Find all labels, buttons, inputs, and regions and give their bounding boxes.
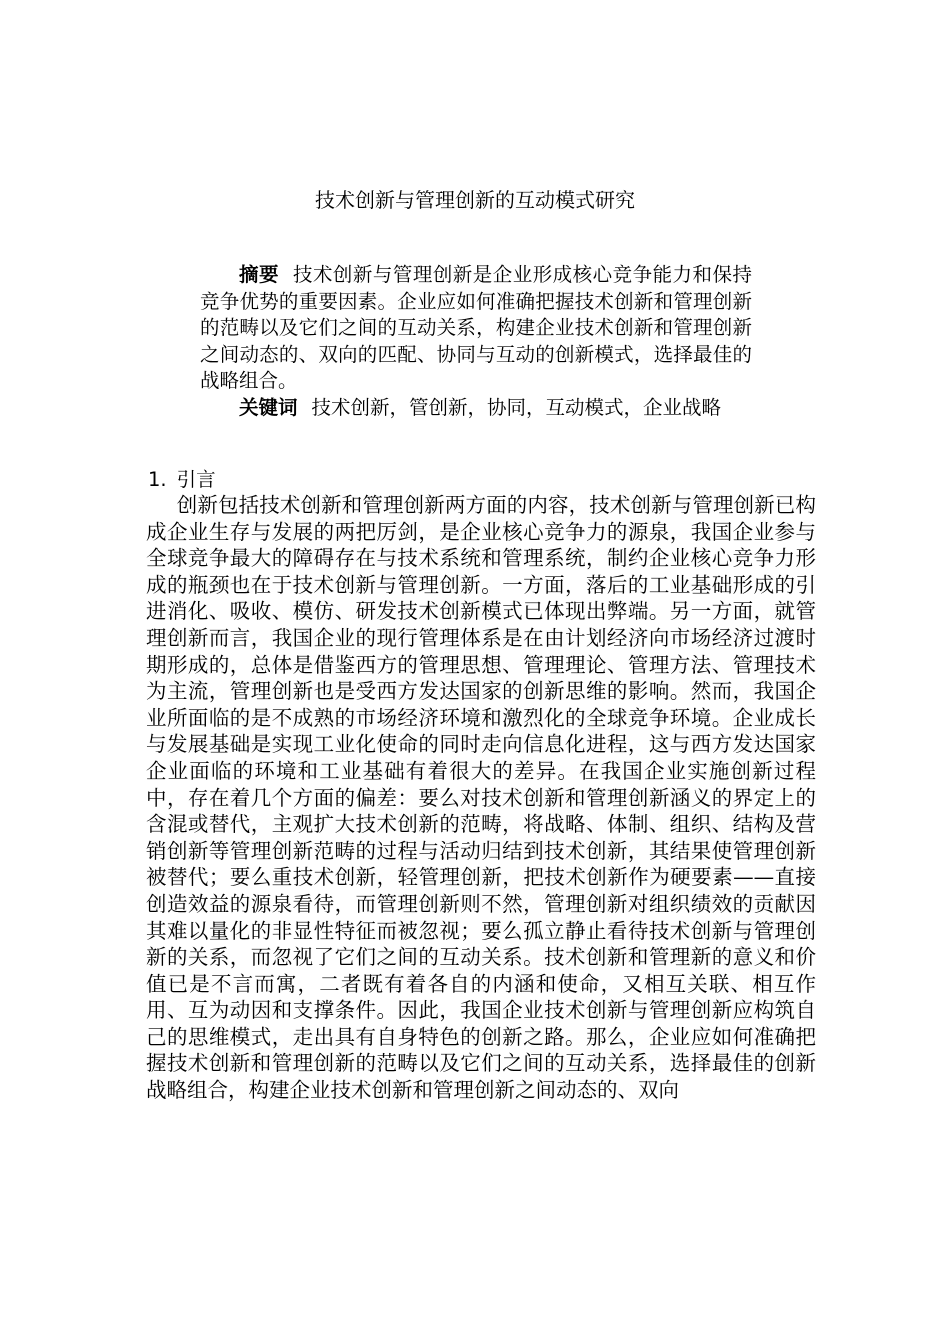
section-heading xyxy=(148,466,216,494)
abstract-text: 技术创新与管理创新是企业形成核心竞争能力和保持竞争优势的重要因素。企业应如何准确把握技术创新和管理创新的范畴以及它们之间的互动关系，构建企业技术创新和管理创新之间动态的、双向的匹配、协同与互动的创新模式，选择最佳的战略组合。 xyxy=(200,263,752,393)
abstract-block xyxy=(200,262,752,422)
document-title: 技术创新与管理创新的互动模式研究 xyxy=(315,188,635,212)
section-body xyxy=(146,492,816,1104)
keywords-text: 技术创新，管创新，协同，互动模式，企业战略 xyxy=(311,395,722,419)
section-number: 1. xyxy=(148,468,167,491)
keywords-paragraph xyxy=(200,395,752,422)
keywords-label: 关键词 xyxy=(239,395,298,419)
abstract-label: 摘要 xyxy=(239,263,279,286)
body-paragraph: 创新包括技术创新和管理创新两方面的内容，技术创新与管理创新已构成企业生存与发展的两把厉剑，是企业核心竞争力的源泉，我国企业参与全球竞争最大的障碍存在与技术系统和管理系统，制约企业核心竞争力形成的瓶颈也在于技术创新与管理创新。一方面，落后的工业基础形成的引进消化、吸收、模仿、研发技术创新模式已体现出弊端。另一方面，就管理创新而言，我国企业的现行管理体系是在由计划经济向市场经济过渡时期形成的，总体是借鉴西方的管理思想、管理理论、管理方法、管理技术为主流，管理创新也是受西方发达国家的创新思维的影响。然而，我国企业所面临的是不成熟的市场经济环境和激烈化的全球竞争环境。企业成长与发展基础是实现工业化使命的同时走向信息化进程，这与西方发达国家企业面临的环境和工业基础有着很大的差异。在我国企业实施创新过程中，存在着几个方面的偏差：要么对技术创新和管理创新涵义的界定上的含混或替代，主观扩大技术创新的范畴，将战略、体制、组织、结构及营销创新等管理创新范畴的过程与活动归结到技术创新，其结果使管理创新被替代；要么重技术创新，轻管理创新，把技术创新作为硬要素——直接创造效益的源泉看待，而管理创新则不然，管理创新对组织绩效的贡献因其难以量化的非显性特征而被忽视；要么孤立静止看待技术创新与管理创新的关系，而忽视了它们之间的互动关系。技术创新和管理新的意义和价值已是不言而寓，二者既有着各自的内涵和使命，又相互关联、相互作用、互为动因和支撑条件。因此，我国企业技术创新与管理创新应构筑自己的思维模式，走出具有自身特色的创新之路。那么，企业应如何准确把握技术创新和管理创新的范畴以及它们之间的互动关系，选择最佳的创新战略组合，构建企业技术创新和管理创新之间动态的、双向 xyxy=(146,493,816,1103)
abstract-paragraph xyxy=(200,262,752,395)
section-title: 引言 xyxy=(176,468,216,491)
